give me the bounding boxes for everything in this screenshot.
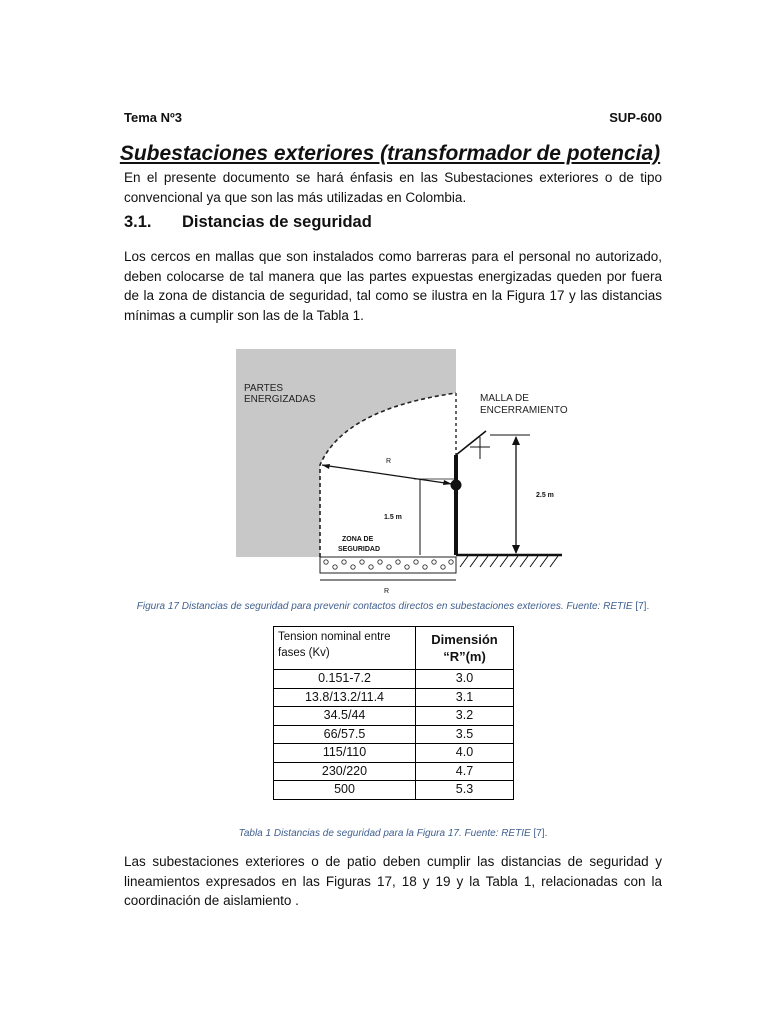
table-header-row bbox=[274, 627, 514, 670]
r-top-label: R bbox=[386, 458, 392, 465]
height-25-arrow-bottom bbox=[512, 545, 520, 554]
table-caption-ref: [7]. bbox=[533, 828, 548, 839]
r-cell: 4.7 bbox=[416, 762, 514, 781]
voltage-cell: 66/57.5 bbox=[274, 725, 416, 744]
section-number: 3.1. bbox=[124, 213, 152, 231]
mesh-label-2: ENCERRAMIENTO bbox=[480, 405, 568, 416]
page-title: Subestaciones exteriores (transformador de potencia) bbox=[119, 142, 661, 165]
table-row bbox=[274, 707, 514, 726]
safety-distance-figure bbox=[234, 347, 604, 597]
r-cell: 3.2 bbox=[416, 707, 514, 726]
height-15-label: 1.5 m bbox=[384, 514, 402, 521]
voltage-cell: 0.151-7.2 bbox=[274, 670, 416, 689]
safety-zone-label-2: SEGURIDAD bbox=[338, 546, 381, 553]
table-row bbox=[274, 670, 514, 689]
table-caption-text: Tabla 1 Distancias de seguridad para la Figura 17. Fuente: RETIE bbox=[238, 828, 531, 839]
r-cell: 3.0 bbox=[416, 670, 514, 689]
fence-joint bbox=[451, 480, 462, 491]
table-row bbox=[274, 781, 514, 800]
table-caption bbox=[110, 827, 676, 840]
body-paragraph-1: Los cercos en mallas que son instalados como barreras para el personal no autorizado, deben colocarse de tal manera que las partes expuestas energizadas queden por fuera de la zona de distancia de seguridad, tal como se ilustra en la Figura 17 y las distancias mínimas a cumplir son las de la Tabla 1. bbox=[124, 249, 662, 323]
table-row bbox=[274, 744, 514, 763]
voltage-cell: 230/220 bbox=[274, 762, 416, 781]
mesh-label-1: MALLA DE bbox=[480, 393, 529, 404]
r-bottom-label: R bbox=[384, 588, 390, 595]
r-cell: 3.5 bbox=[416, 725, 514, 744]
voltage-cell: 13.8/13.2/11.4 bbox=[274, 688, 416, 707]
voltage-column-header: Tension nominal entre fases (Kv) bbox=[274, 627, 416, 670]
r-cell: 4.0 bbox=[416, 744, 514, 763]
voltage-cell: 115/110 bbox=[274, 744, 416, 763]
document-code: SUP-600 bbox=[609, 110, 662, 125]
figure-caption bbox=[110, 600, 676, 613]
voltage-cell: 34.5/44 bbox=[274, 707, 416, 726]
dimension-column-header bbox=[416, 627, 514, 670]
safety-zone-label-1: ZONA DE bbox=[342, 536, 374, 543]
dimension-header-line-2: “R”(m) bbox=[443, 649, 486, 664]
body-paragraph-2: Las subestaciones exteriores o de patio deben cumplir las distancias de seguridad y lineamientos expresados en las Figuras 17, 18 y 19 y la Tabla 1, relacionadas con la coordinación de aislamiento . bbox=[124, 854, 662, 908]
height-25-label: 2.5 m bbox=[536, 492, 554, 499]
table-row bbox=[274, 725, 514, 744]
table-row bbox=[274, 688, 514, 707]
figure-caption-text: Figura 17 Distancias de seguridad para prevenir contactos directos en subestaciones exteriores. Fuente: RETIE bbox=[136, 601, 633, 612]
table-row bbox=[274, 762, 514, 781]
section-heading bbox=[124, 213, 372, 232]
topic-label: Tema Nº3 bbox=[124, 110, 182, 125]
dimension-header-line-1: Dimensión bbox=[431, 632, 498, 647]
ground-hatch bbox=[460, 556, 558, 567]
intro-paragraph: En el presente documento se hará énfasis en las Subestaciones exteriores o de tipo convencional ya que son las más utilizadas en Colombia. bbox=[124, 170, 662, 205]
r-cell: 5.3 bbox=[416, 781, 514, 800]
figure-caption-ref: [7]. bbox=[635, 601, 650, 612]
safety-distance-table bbox=[273, 626, 514, 800]
fence-arm bbox=[456, 431, 486, 455]
voltage-cell: 500 bbox=[274, 781, 416, 800]
r-cell: 3.1 bbox=[416, 688, 514, 707]
section-title: Distancias de seguridad bbox=[182, 213, 372, 231]
energized-parts-label-1: PARTES bbox=[244, 383, 284, 394]
energized-parts-label-2: ENERGIZADAS bbox=[244, 394, 316, 405]
height-25-arrow-top bbox=[512, 436, 520, 445]
